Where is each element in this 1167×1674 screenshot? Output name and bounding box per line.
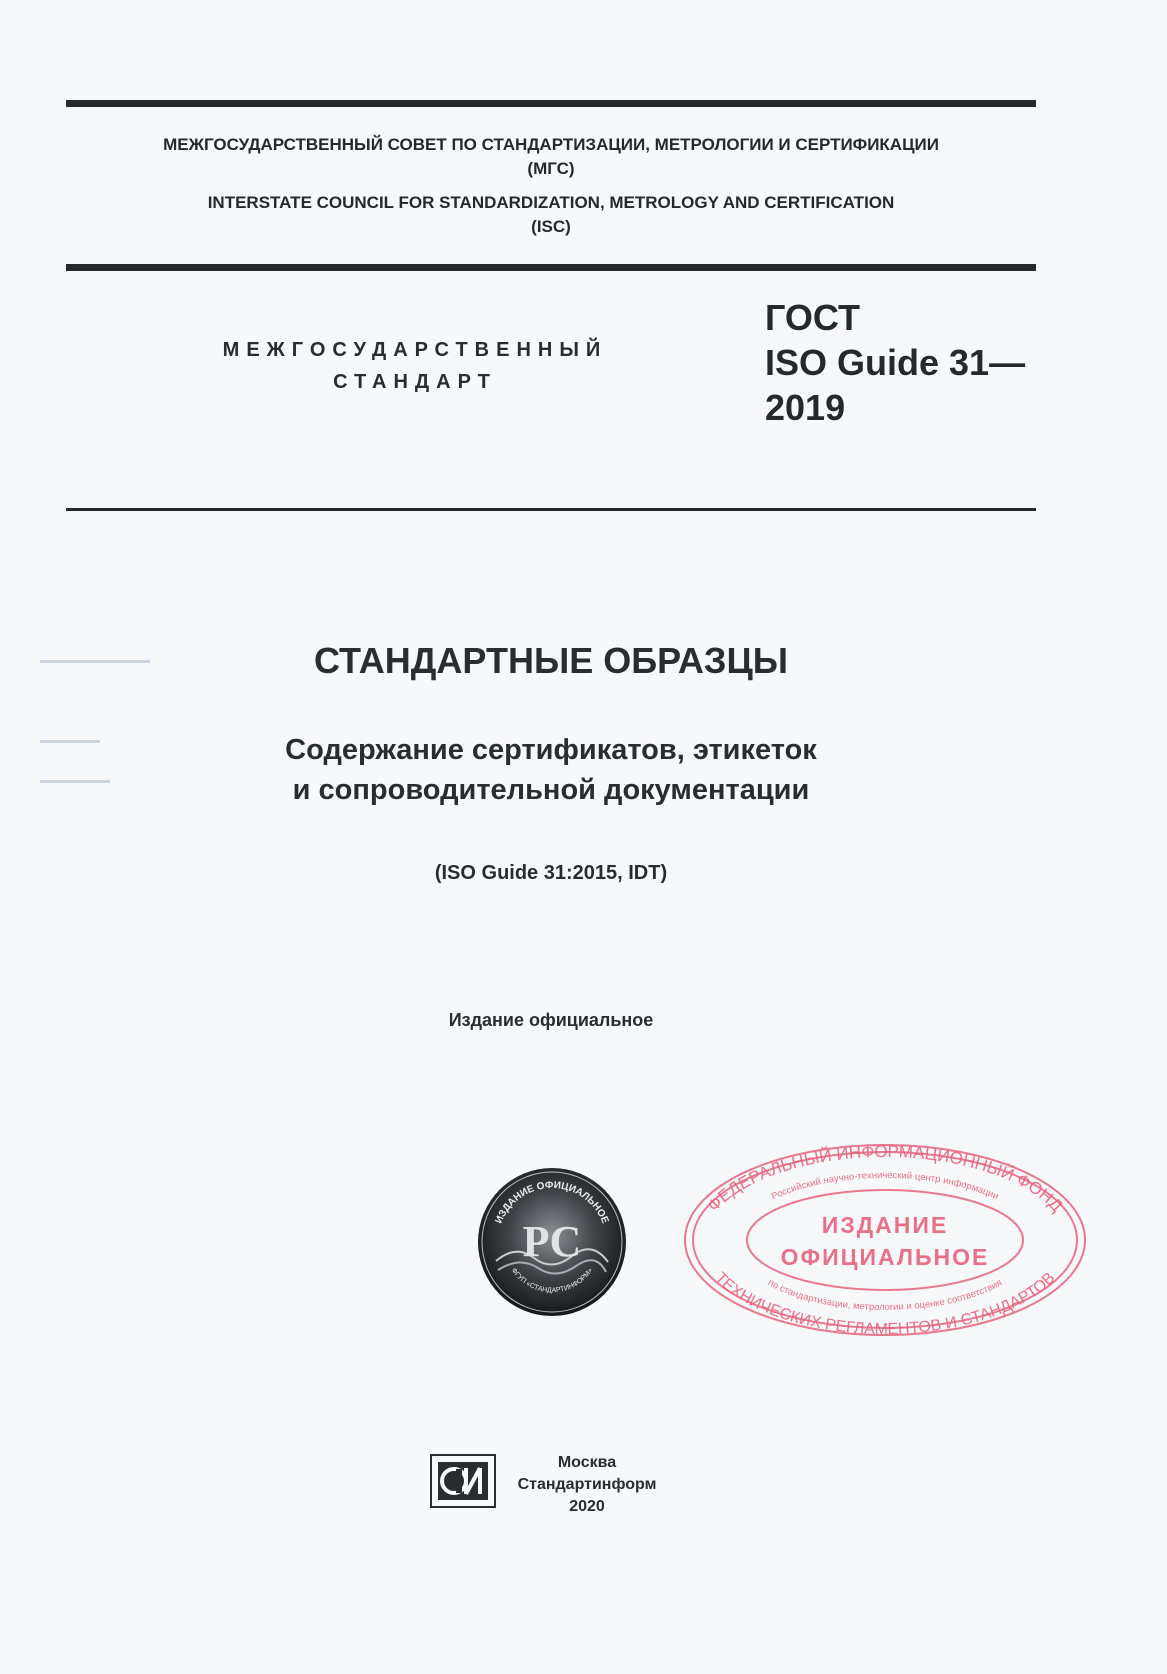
standard-type-label [190, 334, 640, 398]
publisher-name: Стандартинформ [517, 1476, 657, 1493]
binding-mark [40, 780, 110, 783]
standartinform-logo-icon [430, 1454, 496, 1508]
subtitle-line1: Содержание сертификатов, этикеток [285, 734, 817, 766]
publisher-city: Москва [557, 1454, 617, 1471]
top-rule [66, 100, 1036, 107]
official-stamp [680, 1140, 1090, 1340]
council-ru [66, 133, 1036, 181]
header-bottom-rule [66, 264, 1036, 271]
iso-reference: (ISO Guide 31:2015, IDT) [434, 862, 668, 884]
designation-line1: ГОСТ [765, 297, 861, 338]
publisher-text [512, 1452, 662, 1518]
designation-line2: ISO Guide 31— [765, 342, 1026, 383]
publisher-year: 2020 [569, 1498, 605, 1515]
stamp-inner-top-text: Российский научно-технический центр информации [769, 1170, 1001, 1203]
standard-type-line1: МЕЖГОСУДАРСТВЕННЫЙ [222, 339, 608, 361]
standard-designation [765, 295, 1025, 430]
council-en-name: INTERSTATE COUNCIL FOR STANDARDIZATION, METROLOGY AND CERTIFICATION [207, 193, 895, 212]
council-en-abbr: (ISC) [531, 217, 571, 236]
binding-mark [40, 740, 100, 743]
designation-rule [66, 508, 1036, 511]
stamp-outer-top-text: ФЕДЕРАЛЬНЫЙ ИНФОРМАЦИОННЫЙ ФОНД [703, 1141, 1067, 1216]
edition-label: Издание официальное [448, 1010, 654, 1030]
stamp-center-line1: ИЗДАНИЕ [821, 1212, 949, 1238]
binding-mark [40, 660, 150, 663]
council-en [66, 191, 1036, 239]
hologram-emblem-letters: PC [522, 1217, 582, 1266]
stamp-inner-bottom-text: по стандартизации, метрологии и оценке соответствия [765, 1277, 1005, 1313]
stamp-outer-bottom-text: ТЕХНИЧЕСКИХ РЕГЛАМЕНТОВ И СТАНДАРТОВ [711, 1269, 1059, 1339]
stamp-center-line2: ОФИЦИАЛЬНОЕ [780, 1244, 990, 1270]
hologram-seal [476, 1166, 628, 1318]
document-title: СТАНДАРТНЫЕ ОБРАЗЦЫ [313, 640, 789, 681]
council-ru-name: МЕЖГОСУДАРСТВЕННЫЙ СОВЕТ ПО СТАНДАРТИЗАЦИИ, МЕТРОЛОГИИ И СЕРТИФИКАЦИИ [163, 135, 939, 154]
designation-line3: 2019 [765, 387, 846, 428]
publisher-block [430, 1440, 690, 1520]
hologram-top-text: ИЗДАНИЕ ОФИЦИАЛЬНОЕ [493, 1179, 611, 1226]
document-subtitle [66, 730, 1036, 810]
standard-type-line2: СТАНДАРТ [333, 371, 497, 393]
council-ru-abbr: (МГС) [527, 159, 575, 178]
subtitle-line2: и сопроводительной документации [292, 774, 810, 806]
hologram-bottom-text: ФГУП «СТАНДАРТИНФОРМ» [509, 1267, 595, 1295]
